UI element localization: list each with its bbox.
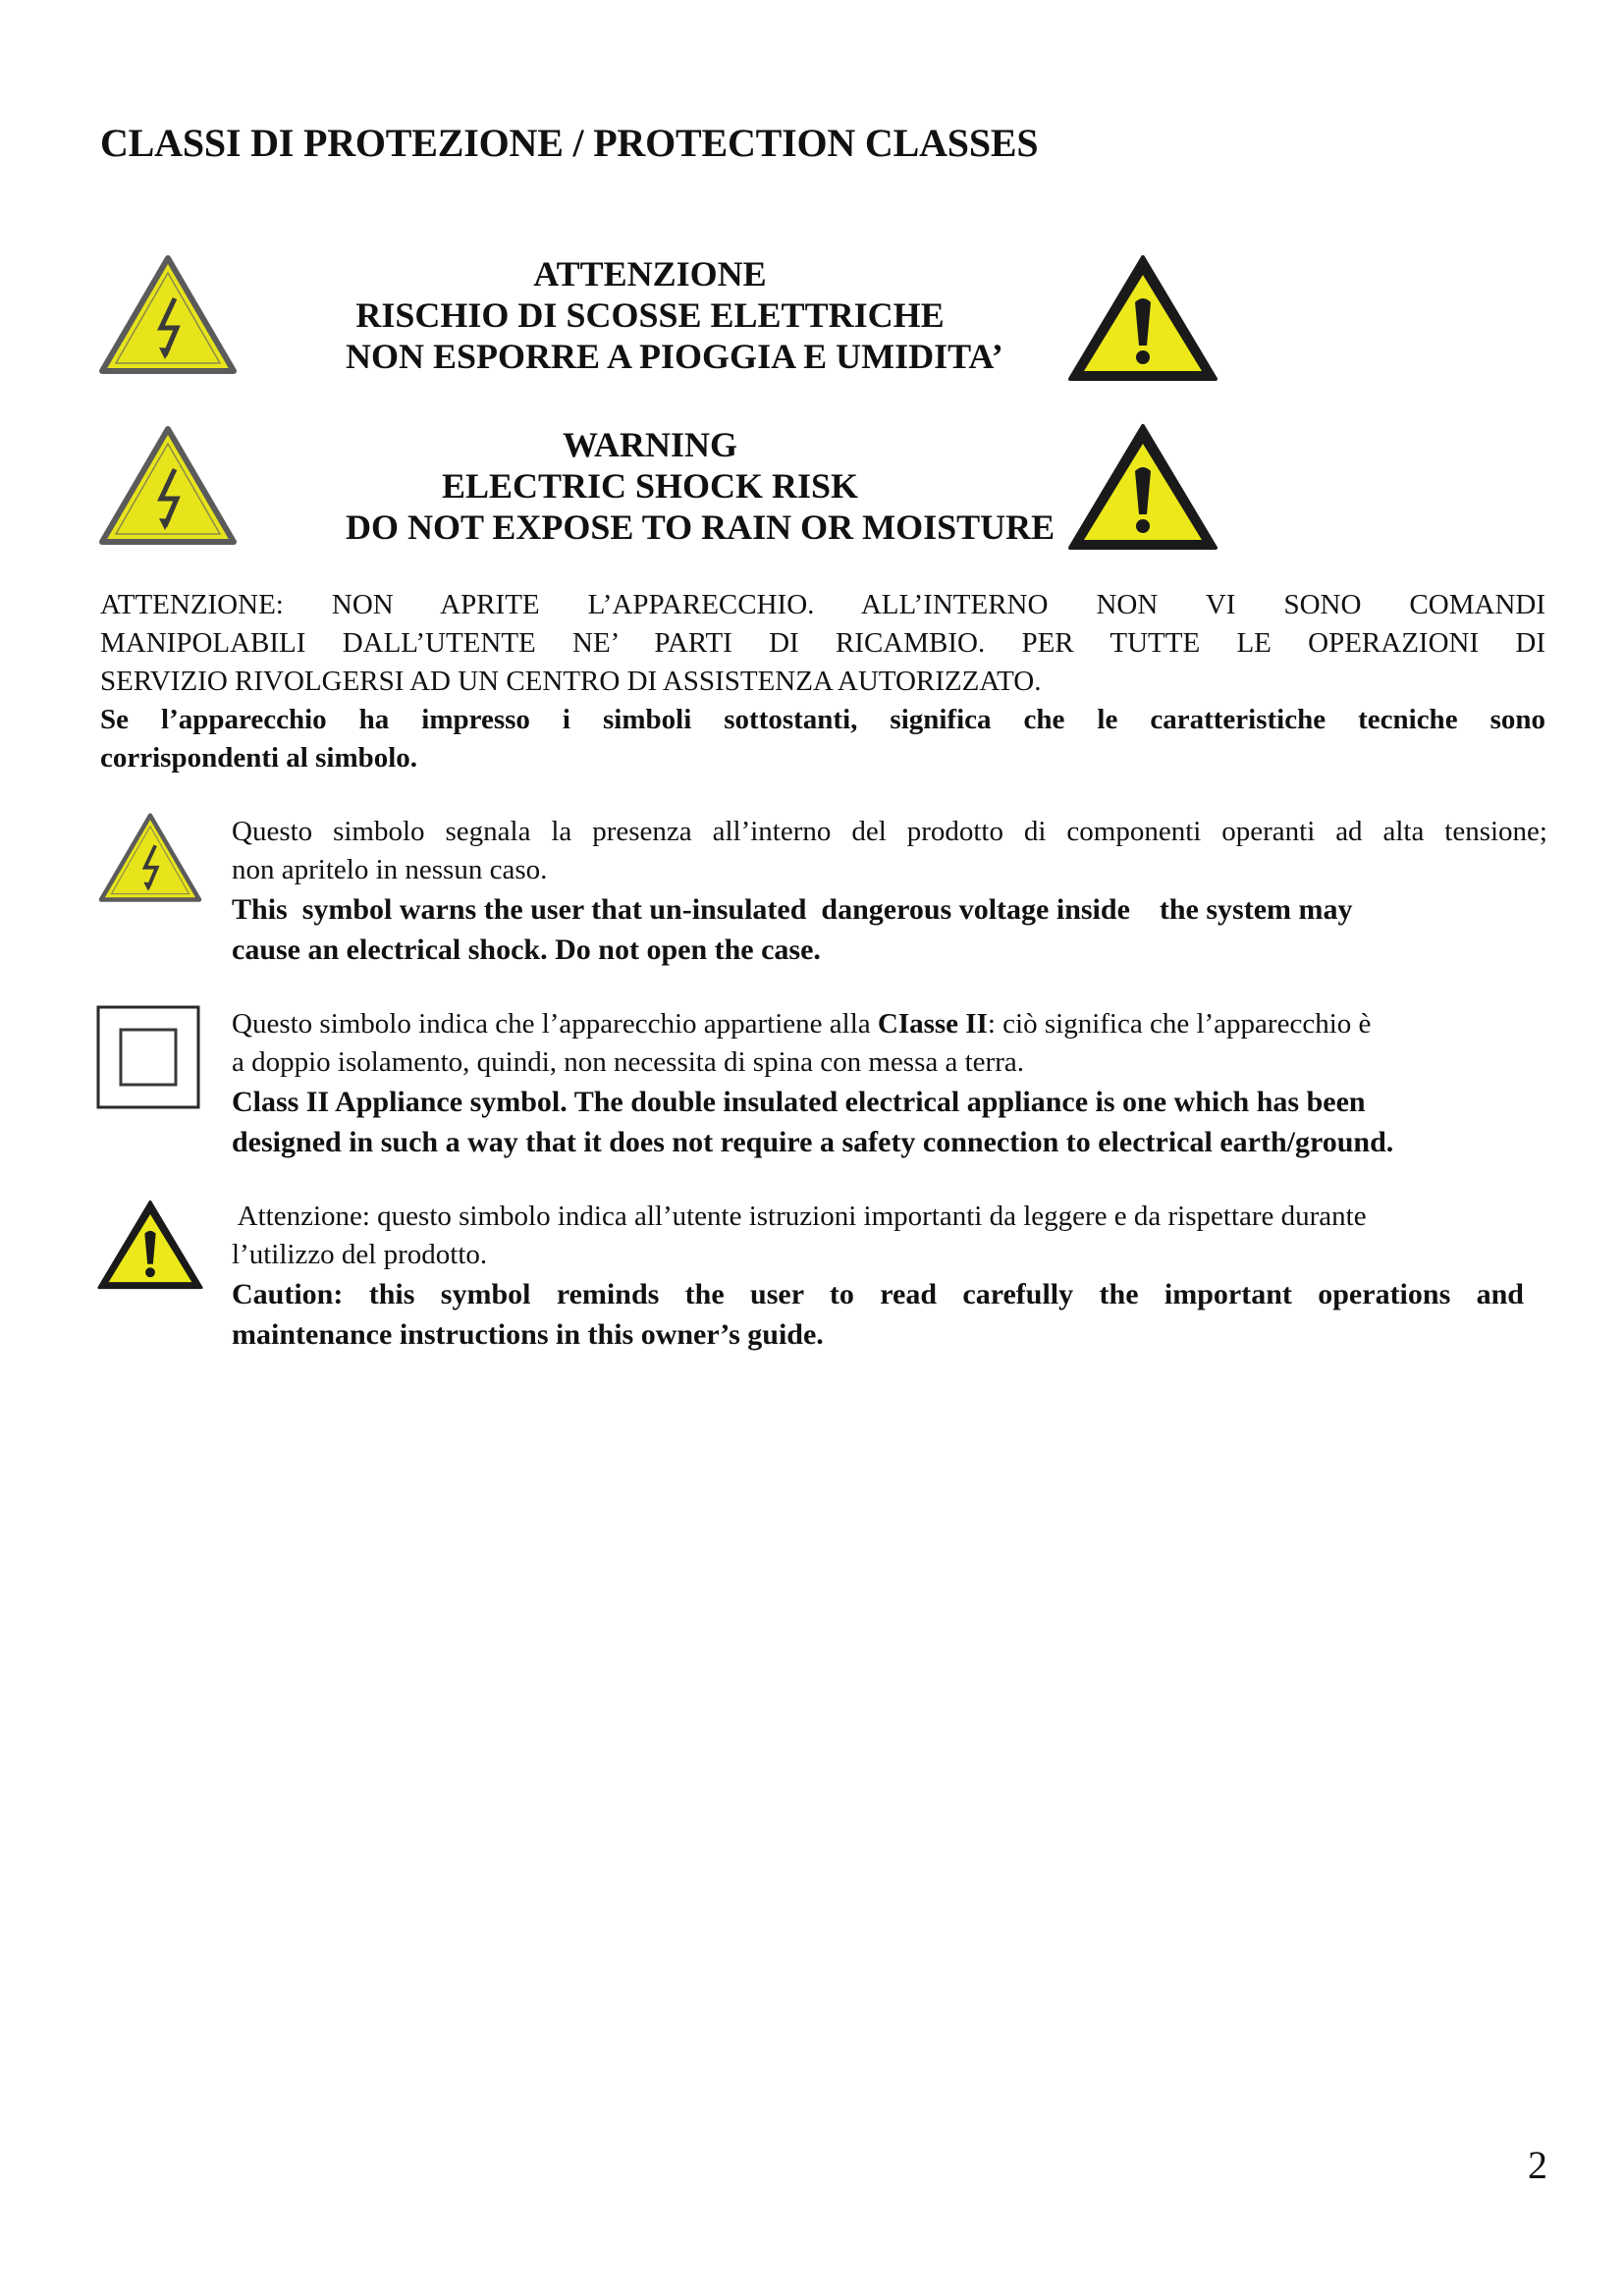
warning-block-en (346, 424, 1056, 548)
page-title: CLASSI DI PROTEZIONE / PROTECTION CLASSES (100, 121, 1039, 165)
description-en: Class II Appliance symbol. The double insulated electrical appliance is one which has been (232, 1086, 1366, 1118)
warning-heading: WARNING (562, 425, 737, 464)
voltage-symbol-description (232, 813, 1547, 970)
caution-exclamation-icon (1066, 251, 1219, 385)
description-en: maintenance instructions in this owner’s guide. (232, 1318, 824, 1351)
page-number: 2 (1528, 2143, 1547, 2187)
notice-line: SERVIZIO RIVOLGERSI AD UN CENTRO DI ASSISTENZA AUTORIZZATO. (100, 666, 1042, 697)
notice-bold-line: corrispondenti al simbolo. (100, 742, 418, 774)
description-en: designed in such a way that it does not require a safety connection to electrical earth/ground. (232, 1126, 1394, 1158)
class-ii-label: CIasse II (877, 1008, 988, 1040)
notice-bold-line: Se l’apparecchio ha impresso i simboli sottostanti, significa che le caratteristiche tecniche sono (100, 704, 1545, 735)
electric-shock-warning-icon (98, 253, 238, 377)
warning-line: RISCHIO DI SCOSSE ELETTRICHE (355, 295, 945, 335)
warning-block-it (346, 253, 1003, 377)
description-en: Caution: this symbol reminds the user to read carefully the important operations and (232, 1278, 1524, 1310)
description-it: a doppio isolamento, quindi, non necessita di spina con messa a terra. (232, 1046, 1024, 1078)
description-en: cause an electrical shock. Do not open the case. (232, 934, 821, 966)
electric-shock-warning-icon (98, 424, 238, 548)
warning-line: ELECTRIC SHOCK RISK (441, 466, 859, 506)
notice-line: MANIPOLABILI DALL’UTENTE NE’ PARTI DI RICAMBIO. PER TUTTE LE OPERAZIONI DI (100, 627, 1545, 659)
warning-line: NON ESPORRE A PIOGGIA E UMIDITA’ (346, 337, 1003, 376)
class-ii-post: : ciò significa che l’apparecchio è (987, 1008, 1372, 1040)
caution-symbol-description (232, 1198, 1547, 1355)
service-notice (100, 586, 1545, 777)
description-it: Questo simbolo segnala la presenza all’interno del prodotto di componenti operanti ad alta tensione; (232, 816, 1547, 847)
caution-exclamation-icon (96, 1196, 204, 1294)
description-it: Attenzione: questo simbolo indica all’utente istruzioni importanti da leggere e da rispettare durante (232, 1201, 1367, 1232)
description-it (232, 1005, 1547, 1043)
caution-exclamation-icon (1066, 420, 1219, 554)
warning-heading: ATTENZIONE (533, 254, 767, 294)
class-ii-pre: Questo simbolo indica che l’apparecchio appartiene alla (232, 1008, 878, 1040)
warning-line: DO NOT EXPOSE TO RAIN OR MOISTURE (346, 507, 1056, 547)
description-en: This symbol warns the user that un-insulated dangerous voltage inside the system may (232, 893, 1353, 926)
class-ii-description (232, 1005, 1547, 1162)
high-voltage-symbol-icon (98, 811, 202, 905)
description-it: l’utilizzo del prodotto. (232, 1239, 488, 1270)
notice-line: ATTENZIONE: NON APRITE L’APPARECCHIO. ALL’INTERNO NON VI SONO COMANDI (100, 589, 1545, 620)
description-it: non apritelo in nessun caso. (232, 854, 548, 885)
class-ii-double-square-icon (96, 1005, 200, 1109)
